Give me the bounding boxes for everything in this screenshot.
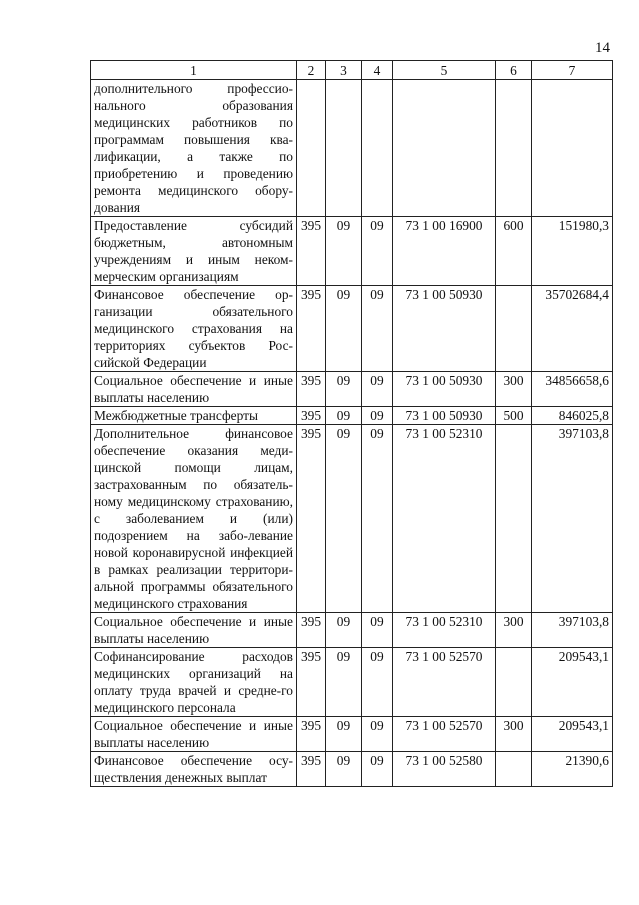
expense-type-cell: 600 xyxy=(496,217,532,286)
subsection-cell: 09 xyxy=(362,425,393,613)
section-cell: 09 xyxy=(326,613,362,648)
budget-table xyxy=(90,60,613,787)
target-article-cell: 73 1 00 50930 xyxy=(393,286,496,372)
target-article-cell: 73 1 00 50930 xyxy=(393,407,496,425)
admin-code-cell: 395 xyxy=(297,648,326,717)
target-article-cell: 73 1 00 52310 xyxy=(393,613,496,648)
section-cell: 09 xyxy=(326,425,362,613)
target-article-cell: 73 1 00 52580 xyxy=(393,752,496,787)
header-cell: 4 xyxy=(362,61,393,80)
subsection-cell: 09 xyxy=(362,407,393,425)
target-article-cell: 73 1 00 52570 xyxy=(393,717,496,752)
subsection-cell: 09 xyxy=(362,613,393,648)
row-name-cell: Дополнительное финансовое обеспечение оказания меди-цинской помощи лицам, застрахованным по обязатель-ному медицинскому страхованию, с заболеванием и (или) подозрением на забо-левание новой коронавирусной инфекцией в рамках реализации территори-альной программы обязательного медицинского страхования xyxy=(91,425,297,613)
section-cell: 09 xyxy=(326,217,362,286)
row-name-cell: Межбюджетные трансферты xyxy=(91,407,297,425)
table-row xyxy=(91,407,613,425)
expense-type-cell xyxy=(496,648,532,717)
amount-cell: 397103,8 xyxy=(532,613,613,648)
row-name-cell: дополнительного профессио-нального образования медицинских работников по программам повышения ква-лификации, а также по приобретению и проведению ремонта медицинского обору-дования xyxy=(91,80,297,217)
page-number: 14 xyxy=(595,40,610,56)
expense-type-cell xyxy=(496,752,532,787)
target-article-cell: 73 1 00 16900 xyxy=(393,217,496,286)
admin-code-cell: 395 xyxy=(297,286,326,372)
row-name-cell: Социальное обеспечение и иные выплаты населению xyxy=(91,717,297,752)
admin-code-cell: 395 xyxy=(297,407,326,425)
row-name-cell: Предоставление субсидий бюджетным, автономным учреждениям и иным неком-мерческим организациям xyxy=(91,217,297,286)
amount-cell: 846025,8 xyxy=(532,407,613,425)
header-cell: 1 xyxy=(91,61,297,80)
admin-code-cell: 395 xyxy=(297,613,326,648)
amount-cell: 209543,1 xyxy=(532,648,613,717)
expense-type-cell xyxy=(496,80,532,217)
section-cell: 09 xyxy=(326,648,362,717)
amount-cell: 35702684,4 xyxy=(532,286,613,372)
subsection-cell xyxy=(362,80,393,217)
header-cell: 3 xyxy=(326,61,362,80)
amount-cell: 151980,3 xyxy=(532,217,613,286)
subsection-cell: 09 xyxy=(362,372,393,407)
table-row xyxy=(91,752,613,787)
header-cell: 2 xyxy=(297,61,326,80)
table-row xyxy=(91,286,613,372)
table-row xyxy=(91,648,613,717)
amount-cell: 21390,6 xyxy=(532,752,613,787)
header-cell: 7 xyxy=(532,61,613,80)
row-name-cell: Социальное обеспечение и иные выплаты населению xyxy=(91,613,297,648)
row-name-cell: Социальное обеспечение и иные выплаты населению xyxy=(91,372,297,407)
table-row xyxy=(91,425,613,613)
section-cell: 09 xyxy=(326,407,362,425)
table-row xyxy=(91,217,613,286)
expense-type-cell xyxy=(496,425,532,613)
amount-cell: 34856658,6 xyxy=(532,372,613,407)
section-cell: 09 xyxy=(326,286,362,372)
target-article-cell: 73 1 00 52310 xyxy=(393,425,496,613)
expense-type-cell xyxy=(496,286,532,372)
target-article-cell: 73 1 00 50930 xyxy=(393,372,496,407)
table-row xyxy=(91,717,613,752)
section-cell: 09 xyxy=(326,752,362,787)
expense-type-cell: 300 xyxy=(496,613,532,648)
row-name-cell: Финансовое обеспечение ор-ганизации обязательного медицинского страхования на территориях субъектов Рос-сийской Федерации xyxy=(91,286,297,372)
header-cell: 6 xyxy=(496,61,532,80)
table-row xyxy=(91,372,613,407)
table-row xyxy=(91,613,613,648)
subsection-cell: 09 xyxy=(362,648,393,717)
amount-cell xyxy=(532,80,613,217)
section-cell: 09 xyxy=(326,372,362,407)
row-name-cell: Финансовое обеспечение осу-ществления денежных выплат xyxy=(91,752,297,787)
admin-code-cell: 395 xyxy=(297,752,326,787)
table-row xyxy=(91,80,613,217)
admin-code-cell: 395 xyxy=(297,717,326,752)
header-row xyxy=(91,61,613,80)
header-cell: 5 xyxy=(393,61,496,80)
subsection-cell: 09 xyxy=(362,217,393,286)
admin-code-cell: 395 xyxy=(297,372,326,407)
amount-cell: 209543,1 xyxy=(532,717,613,752)
target-article-cell xyxy=(393,80,496,217)
expense-type-cell: 300 xyxy=(496,717,532,752)
subsection-cell: 09 xyxy=(362,717,393,752)
section-cell xyxy=(326,80,362,217)
subsection-cell: 09 xyxy=(362,286,393,372)
target-article-cell: 73 1 00 52570 xyxy=(393,648,496,717)
expense-type-cell: 500 xyxy=(496,407,532,425)
section-cell: 09 xyxy=(326,717,362,752)
subsection-cell: 09 xyxy=(362,752,393,787)
admin-code-cell xyxy=(297,80,326,217)
admin-code-cell: 395 xyxy=(297,425,326,613)
admin-code-cell: 395 xyxy=(297,217,326,286)
row-name-cell: Софинансирование расходов медицинских организаций на оплату труда врачей и средне-го медицинского персонала xyxy=(91,648,297,717)
expense-type-cell: 300 xyxy=(496,372,532,407)
amount-cell: 397103,8 xyxy=(532,425,613,613)
